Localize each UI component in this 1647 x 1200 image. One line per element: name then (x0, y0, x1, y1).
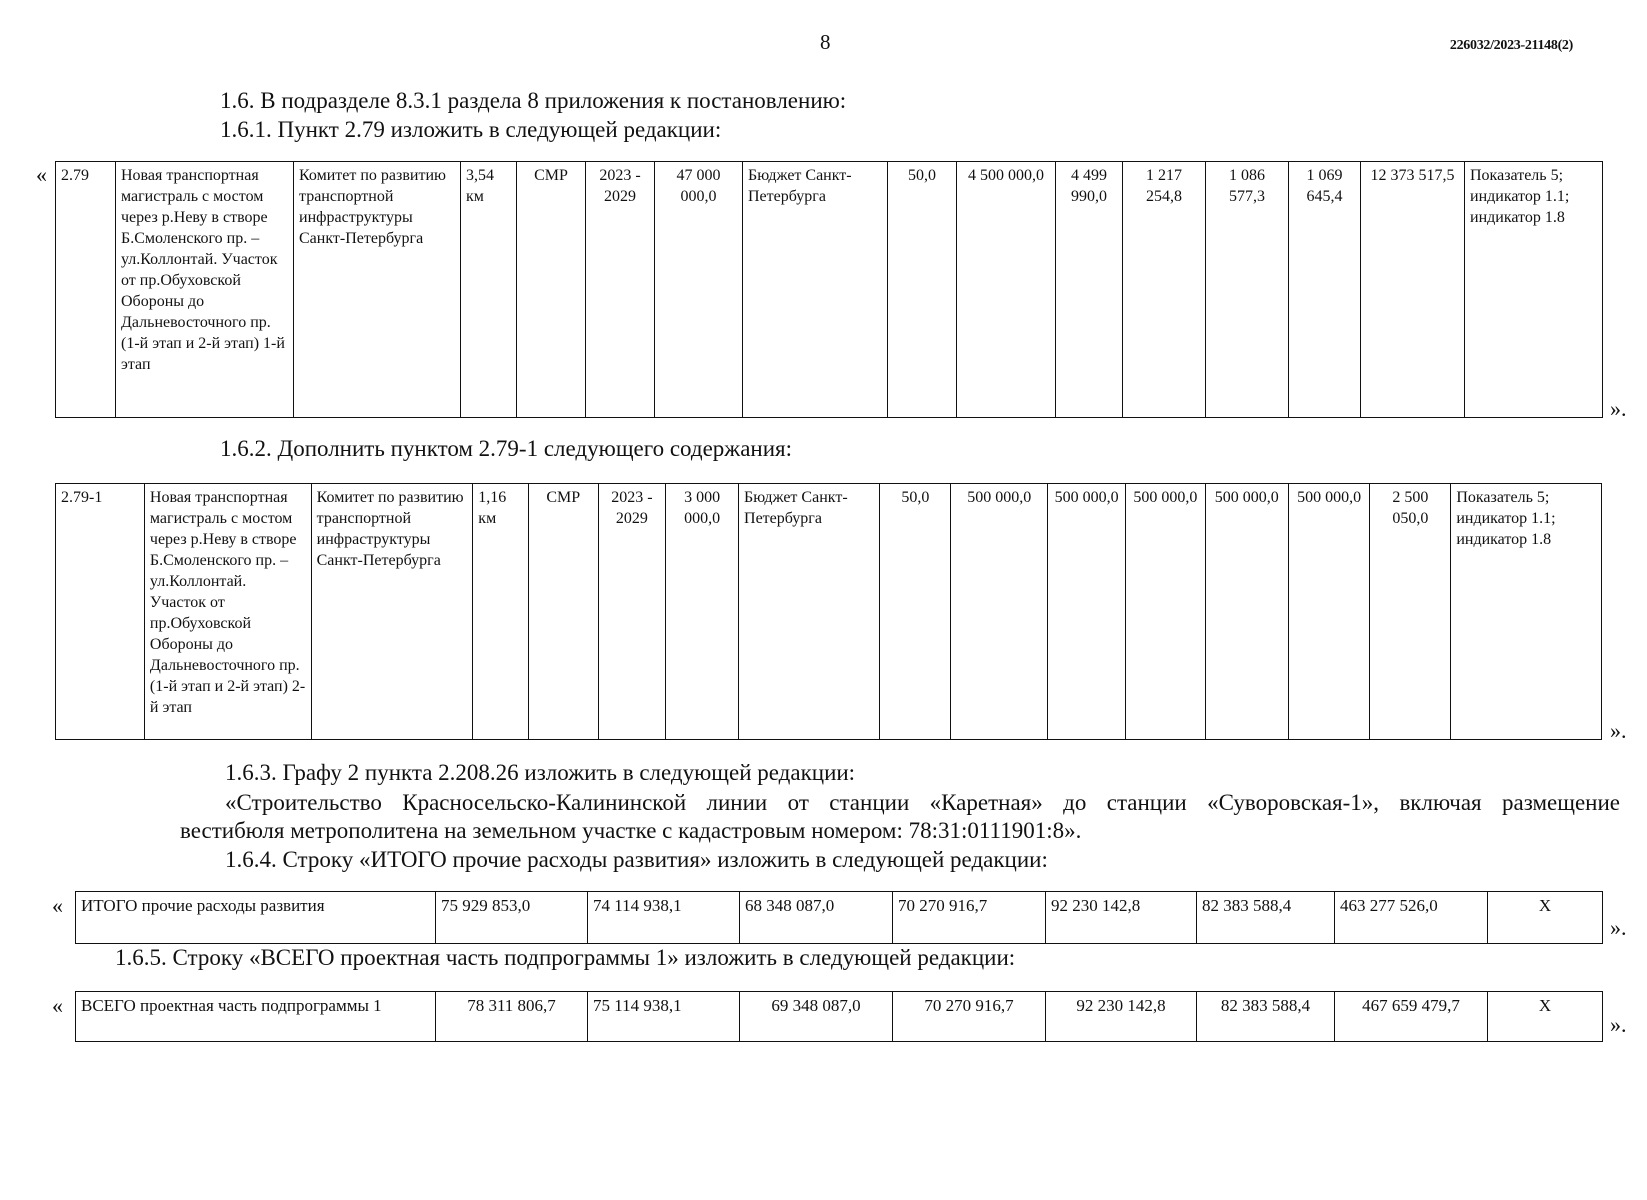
cell-total: 2 500 050,0 (1370, 484, 1451, 740)
cell-value-1: 75 929 853,0 (436, 892, 588, 944)
cell-value-6: 82 383 588,4 (1197, 892, 1335, 944)
quote-close: ». (1610, 396, 1627, 421)
cell-value-1: 78 311 806,7 (436, 992, 588, 1042)
quote-open: « (36, 162, 47, 187)
paragraph-1-6-3-text-line-2: вестибюля метрополитена на земельном участке с кадастровым номером: 78:31:0111901:8». (180, 818, 1082, 843)
paragraph-1-6-3: 1.6.3. Графу 2 пункта 2.208.26 изложить в следующей редакции: (225, 760, 856, 785)
table-item-2-79 (55, 161, 1603, 418)
cell-name: Новая транспортная магистраль с мостом через р.Неву в створе Б.Смоленского пр. – ул.Коллонтай. Участок от пр.Обуховской Обороны до Дальневосточного пр. (1-й этап и 2-й этап) 2-й этап (144, 484, 311, 740)
table-itogo (75, 891, 1603, 944)
paragraph-1-6-4: 1.6.4. Строку «ИТОГО прочие расходы развития» изложить в следующей редакции: (225, 847, 1048, 872)
table-item-2-79-1 (55, 483, 1602, 740)
cell-value-4: 1 086 577,3 (1206, 162, 1289, 418)
paragraph-1-6-1: 1.6.1. Пункт 2.79 изложить в следующей редакции: (220, 117, 722, 142)
document-id: 226032/2023-21148(2) (1449, 38, 1573, 53)
cell-length: 1,16 км (473, 484, 529, 740)
cell-value-1: 500 000,0 (951, 484, 1048, 740)
table-row (56, 162, 1603, 418)
quote-close: ». (1610, 915, 1627, 940)
cell-value-2: 74 114 938,1 (588, 892, 740, 944)
paragraph-1-6-5: 1.6.5. Строку «ВСЕГО проектная часть подпрограммы 1» изложить в следующей редакции: (115, 945, 1016, 970)
cell-type: СМР (528, 484, 598, 740)
cell-type: СМР (517, 162, 586, 418)
cell-value-2: 4 499 990,0 (1056, 162, 1123, 418)
cell-value-3: 1 217 254,8 (1123, 162, 1206, 418)
cell-indicator: Показатель 5; индикатор 1.1; индикатор 1.8 (1465, 162, 1603, 418)
cell-executor: Комитет по развитию транспортной инфраструктуры Санкт-Петербурга (294, 162, 461, 418)
cell-mark: Х (1488, 892, 1603, 944)
cell-value-total: 463 277 526,0 (1335, 892, 1488, 944)
cell-value-5: 92 230 142,8 (1046, 992, 1197, 1042)
cell-share: 50,0 (880, 484, 951, 740)
quote-close: ». (1610, 1012, 1627, 1037)
table-row (76, 892, 1603, 944)
cell-years: 2023 - 2029 (598, 484, 666, 740)
cell-name: Новая транспортная магистраль с мостом через р.Неву в створе Б.Смоленского пр. – ул.Коллонтай. Участок от пр.Обуховской Обороны до Дальневосточного пр. (1-й этап и 2-й этап) 1-й этап (116, 162, 294, 418)
cell-value-4: 70 270 916,7 (893, 992, 1046, 1042)
cell-value-5: 1 069 645,4 (1289, 162, 1361, 418)
cell-value-4: 70 270 916,7 (893, 892, 1046, 944)
cell-value-4: 500 000,0 (1205, 484, 1288, 740)
cell-label: ВСЕГО проектная часть подпрограммы 1 (76, 992, 436, 1042)
cell-share: 50,0 (888, 162, 957, 418)
quote-open: « (52, 993, 63, 1018)
cell-source: Бюджет Санкт-Петербурга (743, 162, 888, 418)
cell-value-3: 500 000,0 (1125, 484, 1205, 740)
cell-mark: Х (1488, 992, 1603, 1042)
cell-value-2: 75 114 938,1 (588, 992, 740, 1042)
cell-value-6: 82 383 588,4 (1197, 992, 1335, 1042)
cell-value-5: 92 230 142,8 (1046, 892, 1197, 944)
quote-close: ». (1610, 718, 1627, 743)
cell-value-1: 4 500 000,0 (957, 162, 1056, 418)
table-row (76, 992, 1603, 1042)
quote-open: « (52, 893, 63, 918)
cell-source: Бюджет Санкт-Петербурга (739, 484, 880, 740)
paragraph-1-6: 1.6. В подразделе 8.3.1 раздела 8 приложения к постановлению: (220, 88, 847, 113)
cell-value-3: 68 348 087,0 (740, 892, 893, 944)
cell-years: 2023 - 2029 (586, 162, 655, 418)
cell-indicator: Показатель 5; индикатор 1.1; индикатор 1.8 (1451, 484, 1602, 740)
table-row (56, 484, 1602, 740)
cell-length: 3,54 км (461, 162, 517, 418)
cell-cost: 47 000 000,0 (655, 162, 743, 418)
cell-total: 12 373 517,5 (1361, 162, 1465, 418)
cell-executor: Комитет по развитию транспортной инфраструктуры Санкт-Петербурга (311, 484, 473, 740)
page-number: 8 (820, 30, 831, 54)
cell-num: 2.79-1 (56, 484, 145, 740)
cell-value-2: 500 000,0 (1048, 484, 1126, 740)
paragraph-1-6-2: 1.6.2. Дополнить пунктом 2.79-1 следующего содержания: (220, 436, 792, 461)
cell-value-5: 500 000,0 (1288, 484, 1370, 740)
cell-num: 2.79 (56, 162, 116, 418)
paragraph-1-6-3-text-line-1: «Строительство Красносельско-Калининской линии от станции «Каретная» до станции «Суворовская-1», включая размещение (225, 790, 1620, 815)
table-vsego (75, 991, 1603, 1042)
cell-value-total: 467 659 479,7 (1335, 992, 1488, 1042)
cell-label: ИТОГО прочие расходы развития (76, 892, 436, 944)
cell-value-3: 69 348 087,0 (740, 992, 893, 1042)
cell-cost: 3 000 000,0 (666, 484, 739, 740)
